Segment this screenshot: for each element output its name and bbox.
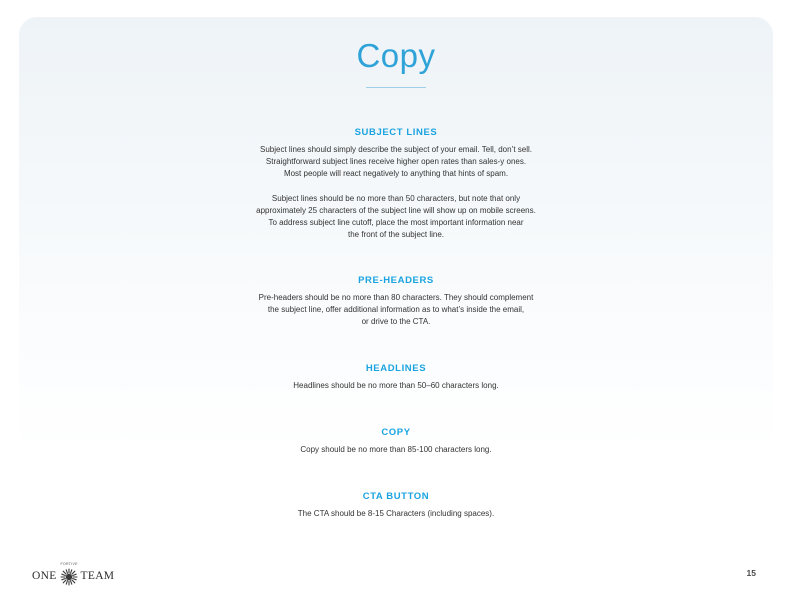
section-paragraph — [19, 380, 773, 392]
section-pre-headers — [19, 275, 773, 329]
text-line: approximately 25 characters of the subject line will show up on mobile screens. — [256, 205, 536, 215]
text-line: Subject lines should simply describe the subject of your email. Tell, don’t sell. — [260, 145, 532, 154]
section-copy — [19, 427, 773, 456]
text-line: Copy should be no more than 85-100 characters long. — [300, 445, 492, 454]
logo-word-team: TEAM — [80, 570, 115, 582]
section-paragraph — [19, 292, 773, 329]
text-line: or drive to the CTA. — [361, 317, 431, 327]
section-paragraph — [19, 144, 773, 181]
section-paragraph — [19, 508, 773, 520]
page-card — [19, 17, 773, 595]
section-cta-button — [19, 491, 773, 520]
section-heading: CTA BUTTON — [362, 491, 430, 502]
section-heading: COPY — [381, 427, 411, 438]
section-subject-lines — [19, 127, 773, 241]
text-line: To address subject line cutoff, place the most important information near — [268, 218, 524, 228]
logo-word-one: ONE — [32, 570, 57, 582]
section-heading: PRE-HEADERS — [358, 275, 434, 286]
section-paragraph — [19, 444, 773, 456]
one-team-logo — [32, 562, 115, 587]
page-number: 15 — [746, 568, 756, 578]
section-paragraph — [19, 193, 773, 242]
text-line: Straightforward subject lines receive higher open rates than sales-y ones. — [265, 157, 527, 167]
text-line: Subject lines should be no more than 50 characters, but note that only — [271, 193, 521, 203]
sunburst-icon — [59, 562, 79, 587]
text-line: Headlines should be no more than 50–60 characters long. — [293, 381, 499, 390]
section-headlines — [19, 363, 773, 392]
page-title: Copy — [356, 37, 436, 74]
section-heading: SUBJECT LINES — [354, 127, 438, 138]
text-line: Pre-headers should be no more than 80 characters. They should complement — [258, 293, 534, 302]
logo-tagline: FORTIVE — [60, 562, 78, 566]
text-line: Most people will react negatively to anything that hints of spam. — [283, 169, 509, 179]
text-line: the front of the subject line. — [347, 230, 445, 240]
title-underline — [366, 87, 426, 88]
section-heading: HEADLINES — [365, 363, 427, 374]
text-line: the subject line, offer additional information as to what’s inside the email, — [267, 305, 525, 315]
text-line: The CTA should be 8-15 Characters (including spaces). — [297, 509, 495, 518]
